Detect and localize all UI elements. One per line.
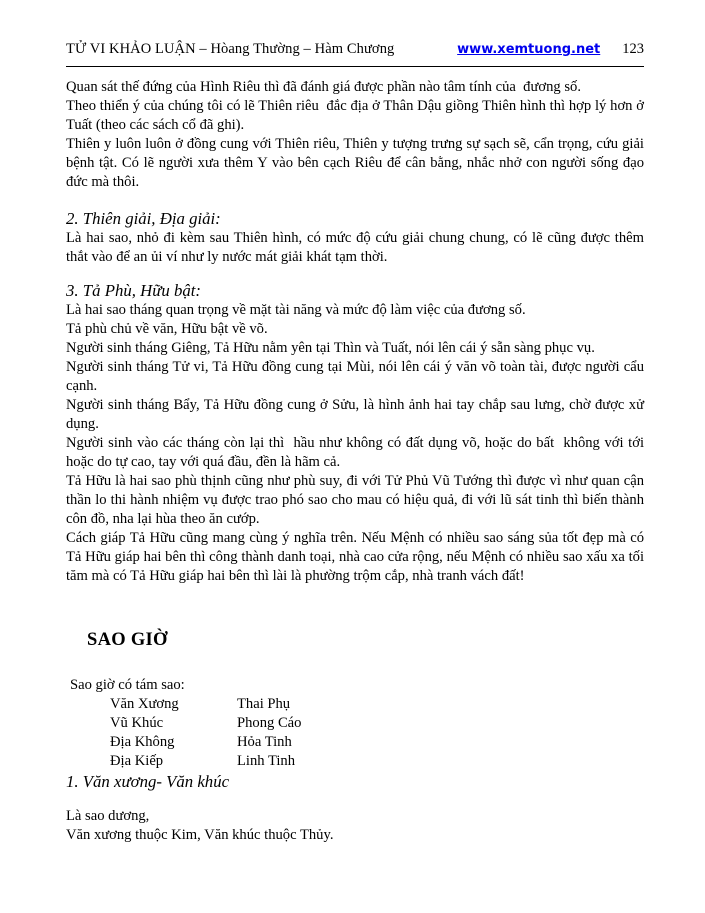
star-name: Phong Cáo	[237, 715, 302, 731]
paragraph: Tả Hữu là hai sao phù thịnh cũng như phù suy, đi với Tử Phủ Vũ Tướng thì được vì như quan cận thần lo thi hành nhiệm vụ được trao phó sao cho mau có hiệu quả, đi với lũ sát tinh thì biến thành côn đồ, nha lại hùa theo ăn cướp.	[66, 473, 648, 527]
star-row	[110, 695, 644, 714]
section-heading-sao-gio: SAO GIỜ	[87, 630, 168, 650]
star-name: Địa Kiếp	[110, 753, 164, 769]
star-row	[110, 733, 644, 752]
star-list	[110, 695, 644, 771]
paragraph: Người sinh tháng Giêng, Tả Hữu nằm yên tại Thìn và Tuất, nói lên cái ý sẵn sàng phục vụ.	[66, 340, 595, 356]
paragraph: Văn xương thuộc Kim, Văn khúc thuộc Thủy.	[66, 827, 334, 843]
paragraph: Người sinh tháng Tử vi, Tả Hữu đồng cung tại Mùi, nói lên cái ý văn võ toàn tài, được người cẩu cạnh.	[66, 359, 648, 394]
paragraph: Thiên y luôn luôn ở đồng cung với Thiên riêu, Thiên y tượng trưng sự sạch sẽ, cẩn trọng, cứu giải bệnh tật. Có lẽ người xưa thêm Y vào bên cạch Riêu để cân bằng, nhắc nhở con người sống đạo đức mà thôi.	[66, 136, 648, 190]
paragraph: Là sao dương,	[66, 808, 150, 824]
page-header	[66, 40, 644, 59]
section-heading-van-xuong-van-khuc: 1. Văn xương- Văn khúc	[66, 772, 230, 791]
star-name: Địa Không	[110, 734, 175, 750]
star-row	[110, 752, 644, 771]
star-list-intro: Sao giờ có tám sao:	[70, 677, 185, 693]
page-number: 123	[622, 41, 644, 57]
section-heading-thien-giai-dia-giai: 2. Thiên giải, Địa giải:	[66, 209, 221, 228]
book-title: TỬ VI KHẢO LUẬN – Hòang Thường – Hàm Chương	[66, 41, 395, 57]
star-name: Linh Tinh	[237, 753, 295, 769]
paragraph: Quan sát thế đứng của Hình Riêu thì đã đánh giá được phần nào tâm tính của đương số.	[66, 79, 581, 95]
website-link[interactable]: www.xemtuong.net	[457, 42, 601, 57]
paragraph: Theo thiển ý của chúng tôi có lẽ Thiên riêu đắc địa ở Thân Dậu giồng Thiên hình thì hợp lý hơn ở Tuất (theo các sách cổ đã ghi).	[66, 98, 648, 133]
section-heading-ta-phu-huu-bat: 3. Tả Phù, Hữu bật:	[66, 281, 202, 300]
header-divider	[66, 66, 644, 67]
star-name: Thai Phụ	[237, 696, 291, 712]
star-name: Văn Xương	[110, 696, 179, 712]
paragraph: Tả phù chủ về văn, Hữu bật về võ.	[66, 321, 268, 337]
star-row	[110, 714, 644, 733]
paragraph: Người sinh vào các tháng còn lại thì hầu như không có đất dụng võ, hoặc do bất không với tới hoặc do tự cao, tay với quá đầu, đền là hãm cả.	[66, 435, 648, 470]
page-body	[66, 78, 648, 845]
paragraph: Là hai sao tháng quan trọng về mặt tài năng và mức độ làm việc của đương số.	[66, 302, 526, 318]
star-name: Vũ Khúc	[110, 715, 164, 731]
paragraph: Là hai sao, nhỏ đi kèm sau Thiên hình, có mức độ cứu giải chung chung, có lẽ cũng được thêm thắt vào để an ủi ví như ly nước mát giải khát tạm thời.	[66, 230, 648, 265]
star-name: Hỏa Tinh	[237, 734, 292, 750]
paragraph: Cách giáp Tả Hữu cũng mang cùng ý nghĩa trên. Nếu Mệnh có nhiều sao sáng sủa tốt đẹp mà có Tả Hữu giáp hai bên thì công thành danh toại, nhà cao cửa rộng, nếu Mệnh có nhiều sao xấu xa tối tăm mà có Tả Hữu giáp hai bên thì lài là phường trộm cắp, nhà tranh vách đất!	[66, 530, 648, 584]
paragraph: Người sinh tháng Bẩy, Tả Hữu đồng cung ở Sửu, là hình ảnh hai tay chắp sau lưng, chờ được xử dụng.	[66, 397, 648, 432]
